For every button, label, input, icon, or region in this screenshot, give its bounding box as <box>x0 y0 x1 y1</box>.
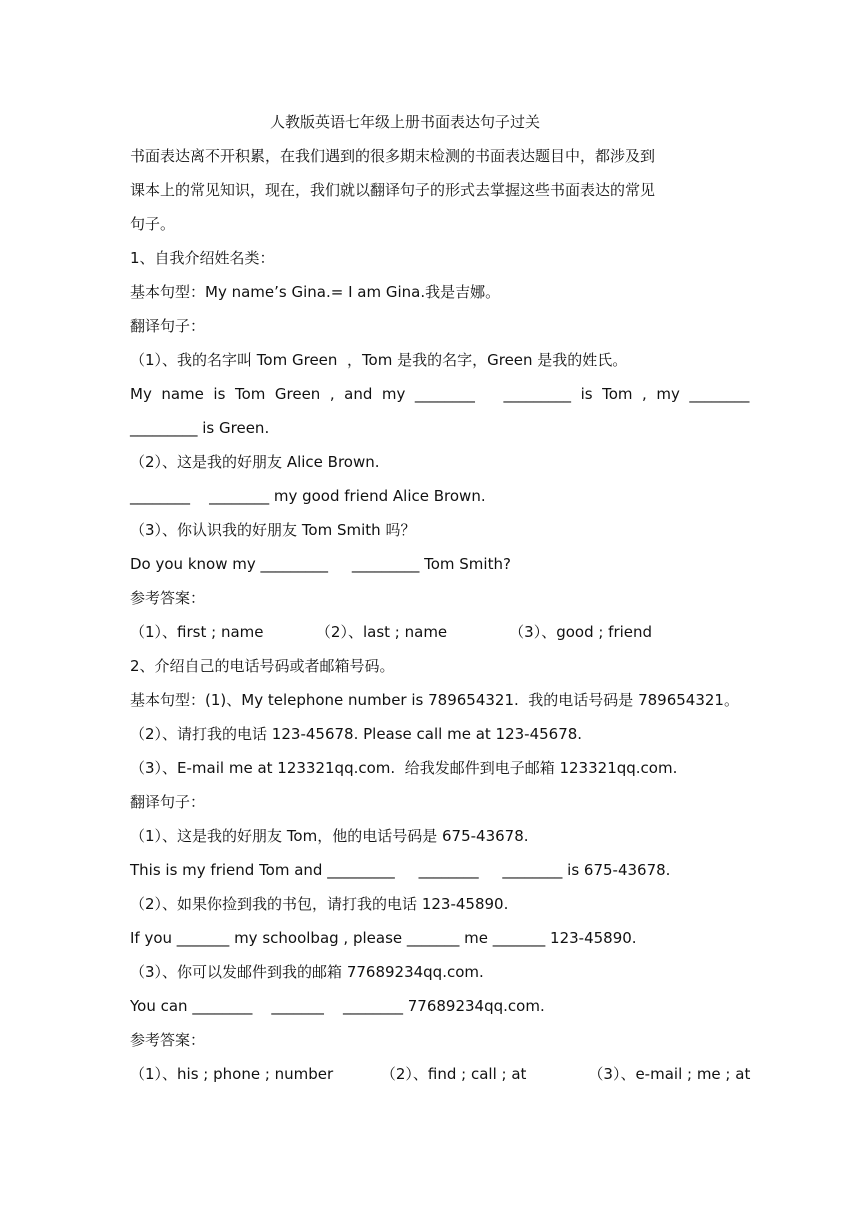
section2-pattern-3: （3）、E-mail me at 123321qq.com. 给我发邮件到电子邮箱 123321qq.com. <box>130 759 678 777</box>
section1-q1-english-b: _________ is Green. <box>130 419 270 437</box>
section1-q2-english: ________ ________ my good friend Alice Brown. <box>130 487 486 505</box>
section1-translate-label: 翻译句子： <box>130 317 206 335</box>
section1-q3-english: Do you know my _________ _________ Tom Smith? <box>130 555 511 573</box>
section2-translate-label: 翻译句子： <box>130 793 206 811</box>
section2-answers: （1）、his ; phone ; number （2）、find ; call ; at （3）、e-mail ; me ; at <box>130 1065 751 1083</box>
intro-line-1: 书面表达离不开积累，在我们遇到的很多期末检测的书面表达题目中，都涉及到 <box>130 147 656 165</box>
intro-line-2: 课本上的常见知识，现在，我们就以翻译句子的形式去掌握这些书面表达的常见 <box>130 181 656 199</box>
intro-line-3: 句子。 <box>130 215 176 233</box>
section2-q2-english: If you _______ my schoolbag , please _______ me _______ 123-45890. <box>130 929 637 947</box>
section2-q2-chinese: （2）、如果你捡到我的书包，请打我的电话 123-45890. <box>130 895 509 913</box>
section2-pattern-2: （2）、请打我的电话 123-45678. Please call me at 123-45678. <box>130 725 583 743</box>
section2-q3-chinese: （3）、你可以发邮件到我的邮箱 77689234qq.com. <box>130 963 484 981</box>
page-title: 人教版英语七年级上册书面表达句子过关 <box>269 113 540 131</box>
section2-heading: 2、介绍自己的电话号码或者邮箱号码。 <box>130 657 395 675</box>
section2-pattern-1: 基本句型：(1)、My telephone number is 789654321. 我的电话号码是 789654321。 <box>130 691 739 709</box>
section1-q1-english-a: My name is Tom Green , and my ________ _________ is Tom , my ________ <box>130 385 750 403</box>
section1-heading: 1、自我介绍姓名类： <box>130 249 275 267</box>
section1-pattern: 基本句型：My name’s Gina.= I am Gina.我是吉娜。 <box>130 283 501 301</box>
section1-answers: （1）、first ; name （2）、last ; name （3）、good ; friend <box>130 623 653 641</box>
section2-answer-label: 参考答案： <box>130 1031 206 1049</box>
section2-q1-english: This is my friend Tom and _________ ________ ________ is 675-43678. <box>130 861 671 879</box>
section2-q1-chinese: （1）、这是我的好朋友 Tom，他的电话号码是 675-43678. <box>130 827 529 845</box>
section1-q2-chinese: （2）、这是我的好朋友 Alice Brown. <box>130 453 380 471</box>
section1-answer-label: 参考答案： <box>130 589 206 607</box>
section1-q1-chinese: （1）、我的名字叫 Tom Green ，Tom 是我的名字，Green 是我的姓氏。 <box>130 351 628 369</box>
section1-q3-chinese: （3）、你认识我的好朋友 Tom Smith 吗？ <box>130 521 416 539</box>
section2-q3-english: You can ________ _______ ________ 77689234qq.com. <box>130 997 545 1015</box>
